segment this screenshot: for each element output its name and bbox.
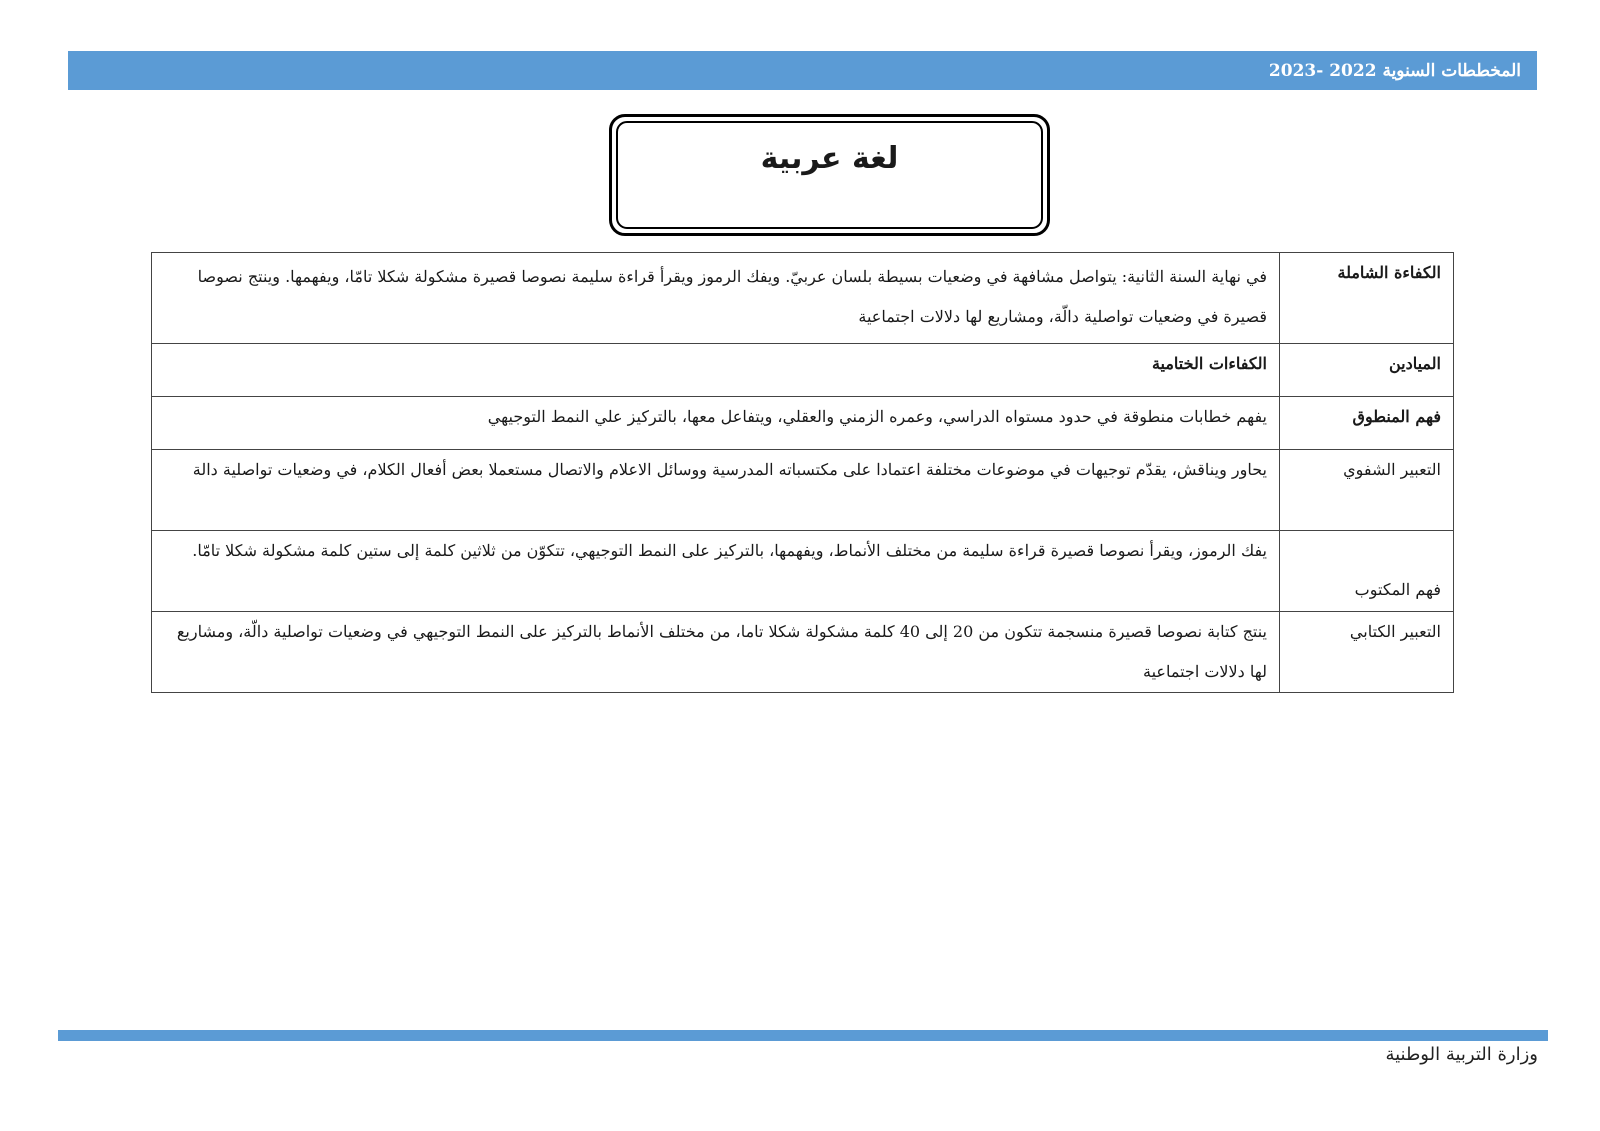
row-content-written-expression: ينتج كتابة نصوصا قصيرة منسجمة تتكون من 20 إلى 40 كلمة مشكولة شكلا تاما، من مختلف الأنماط بالتركيز على النمط التوجيهي في وضعيات تواصلية دالّة، ومشاريع لها دلالات اجتماعية: [152, 612, 1280, 693]
row-content-oral-expression: يحاور ويناقش، يقدّم توجيهات في موضوعات مختلفة اعتمادا على مكتسباته المدرسية ووسائل الاعلام والاتصال مستعملا بعض أفعال الكلام، في وضعيات تواصلية دالة: [152, 450, 1280, 531]
table-row: [152, 253, 1454, 344]
table-row: [152, 450, 1454, 531]
competency-table: [151, 252, 1454, 693]
footer-ministry-name: وزارة التربية الوطنية: [1385, 1044, 1538, 1065]
subject-title-frame: [609, 114, 1050, 236]
row-content-comprehensive-competency: في نهاية السنة الثانية: يتواصل مشافهة في وضعيات بسيطة بلسان عربيّ. ويفك الرموز ويقرأ قراءة سليمة نصوصا قصيرة مشكولة شكلا تامّا، ويفهمها. وينتج نصوصا قصيرة في وضعيات تواصلية دالّة، ومشاريع لها دلالات اجتماعية: [152, 253, 1280, 344]
table-row: [152, 612, 1454, 693]
header-title: المخططات السنوية 2022 -2023: [1268, 60, 1521, 81]
table-row: [152, 344, 1454, 397]
subject-title: لغة عربية: [616, 121, 1043, 229]
row-label-comprehensive-competency: الكفاءة الشاملة: [1280, 253, 1454, 344]
footer-bar: [58, 1030, 1548, 1041]
row-label-domains: الميادين: [1280, 344, 1454, 397]
row-label-oral-expression: التعبير الشفوي: [1280, 450, 1454, 531]
header-bar: [68, 51, 1537, 90]
table-row: [152, 397, 1454, 450]
row-content-oral-comprehension: يفهم خطابات منطوقة في حدود مستواه الدراسي، وعمره الزمني والعقلي، ويتفاعل معها، بالتركيز علي النمط التوجيهي: [152, 397, 1280, 450]
row-content-written-comprehension: يفك الرموز، ويقرأ نصوصا قصيرة قراءة سليمة من مختلف الأنماط، ويفهمها، بالتركيز على النمط التوجيهي، تتكوّن من ثلاثين كلمة إلى ستين كلمة مشكولة شكلا تامّا.: [152, 531, 1280, 612]
row-label-written-expression: التعبير الكتابي: [1280, 612, 1454, 693]
row-label-oral-comprehension: فهم المنطوق: [1280, 397, 1454, 450]
row-label-written-comprehension: فهم المكتوب: [1280, 531, 1454, 612]
row-content-final-competencies-heading: الكفاءات الختامية: [152, 344, 1280, 397]
table-row: [152, 531, 1454, 612]
